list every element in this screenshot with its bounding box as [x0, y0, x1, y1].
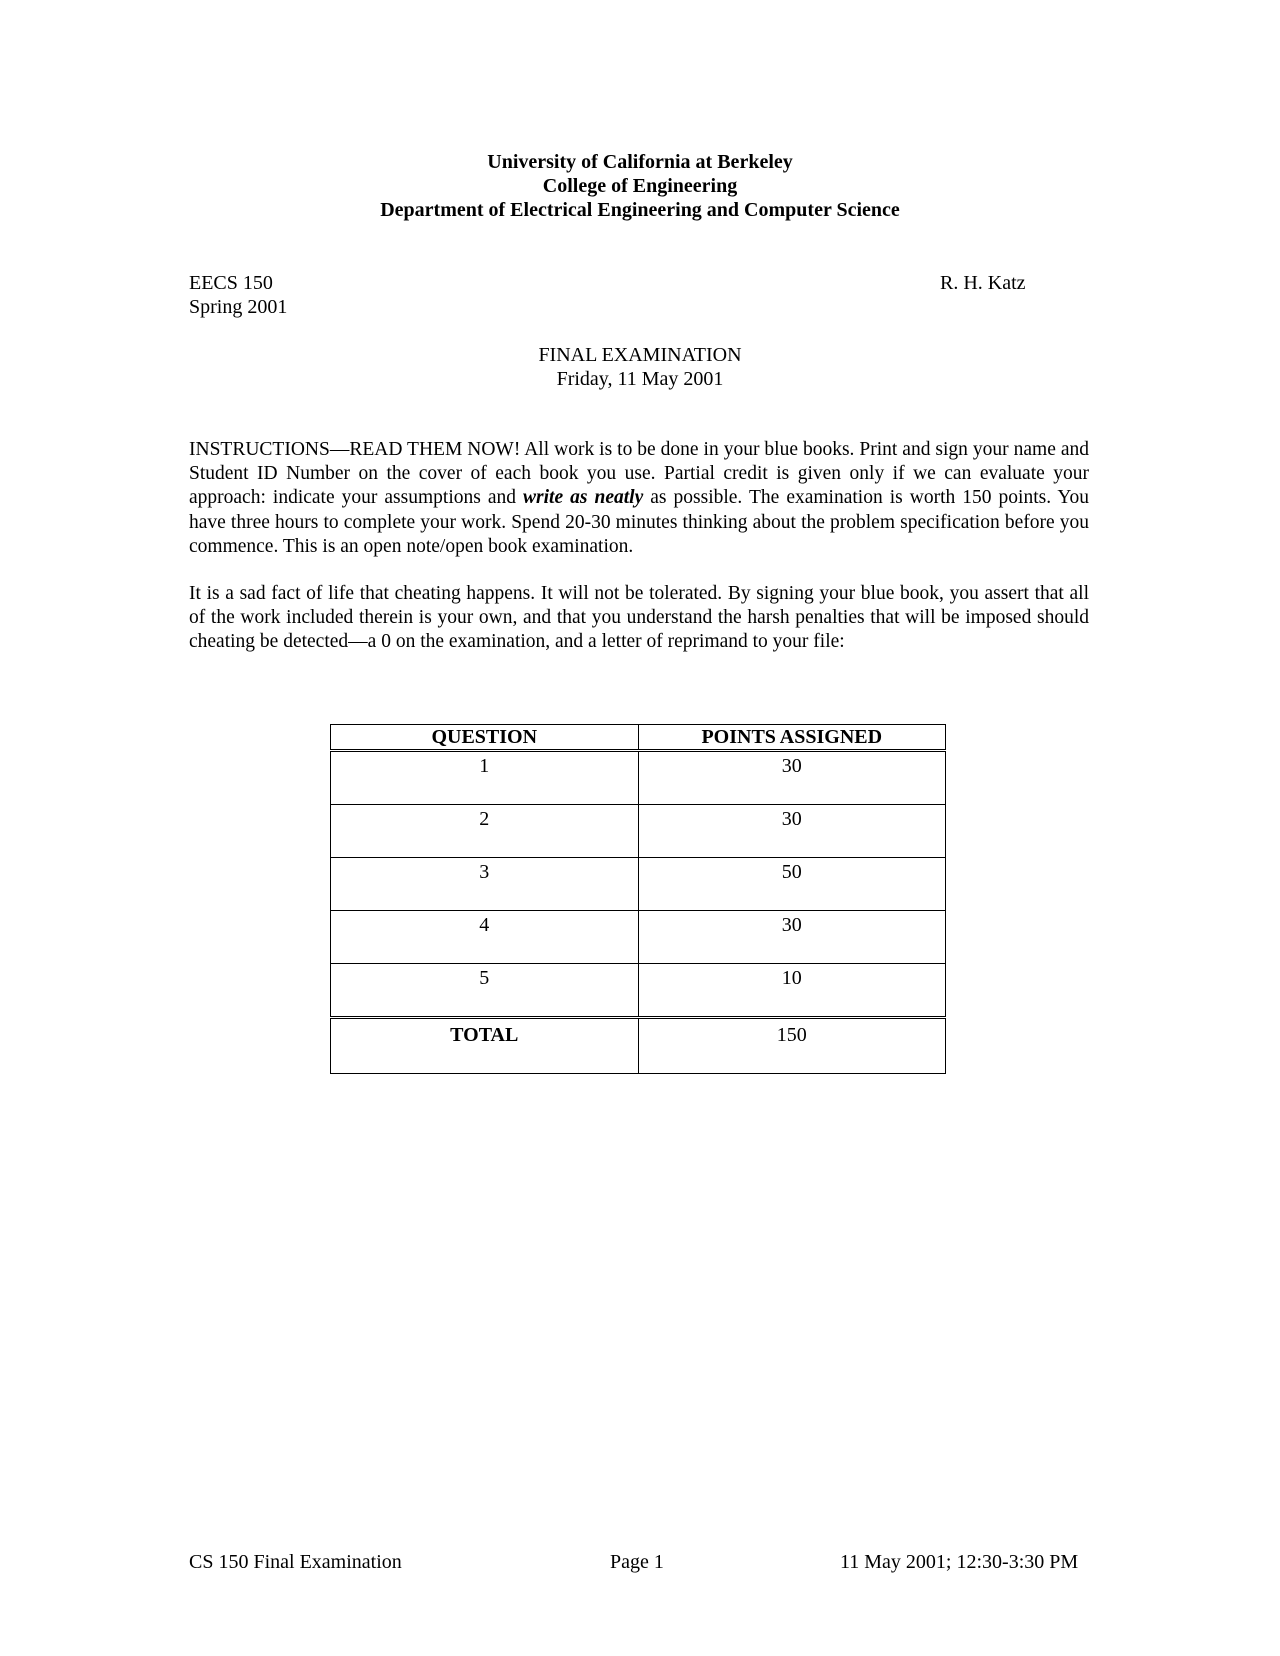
total-points: 150	[638, 1018, 946, 1074]
table-row	[331, 911, 946, 964]
course-code: EECS 150	[189, 272, 273, 294]
column-header-points: POINTS ASSIGNED	[638, 725, 946, 751]
footer-course-title: CS 150 Final Examination	[189, 1551, 402, 1573]
course-info	[189, 271, 287, 319]
honor-statement: It is a sad fact of life that cheating happens. It will not be tolerated. By signing your blue book, you assert that all of the work included therein is your own, and that you understand the harsh penalties that will be imposed should cheating be detected—a 0 on the examination, and a letter of reprimand to your file:	[189, 583, 1089, 653]
column-header-question: QUESTION	[331, 725, 639, 751]
question-number: 5	[331, 964, 639, 1018]
question-points: 30	[638, 911, 946, 964]
question-points: 50	[638, 858, 946, 911]
university-name: University of California at Berkeley	[487, 151, 793, 173]
instructor-name: R. H. Katz	[940, 272, 1026, 294]
table-row	[331, 964, 946, 1018]
footer-page-number: Page 1	[610, 1551, 664, 1573]
question-number: 4	[331, 911, 639, 964]
instructions-text-1: INSTRUCTIONS—READ THEM NOW! All work is to be done in your blue books. Print and sign your name and Student ID Number on the cover of each book you use. Partial credit is given only if we can evaluate your approach: indicate your assumptions and	[189, 439, 1089, 509]
question-number: 3	[331, 858, 639, 911]
exam-heading	[0, 343, 1280, 391]
department-name: Department of Electrical Engineering and Computer Science	[380, 199, 900, 221]
instructions-paragraph	[189, 438, 1089, 559]
table-header-row	[331, 725, 946, 751]
table-row	[331, 858, 946, 911]
footer-date-time: 11 May 2001; 12:30-3:30 PM	[840, 1551, 1079, 1573]
instructions-text-2: as possible. The examination is worth 150 points. You have three hours to complete your work. Spend 20-30 minutes thinking about the problem specification before you commence. This is an open note/open book examination.	[189, 487, 1090, 557]
table-row	[331, 751, 946, 805]
exam-date: Friday, 11 May 2001	[556, 368, 724, 390]
question-points: 30	[638, 751, 946, 805]
instructions-emphasis: write as neatly	[523, 487, 644, 509]
question-number: 1	[331, 751, 639, 805]
table-row	[331, 805, 946, 858]
points-table	[330, 724, 946, 1074]
institution-header	[0, 150, 1280, 222]
question-number: 2	[331, 805, 639, 858]
total-row	[331, 1018, 946, 1074]
course-term: Spring 2001	[189, 296, 288, 318]
question-points: 30	[638, 805, 946, 858]
exam-title: FINAL EXAMINATION	[538, 344, 742, 366]
total-label: TOTAL	[331, 1018, 639, 1074]
question-points: 10	[638, 964, 946, 1018]
college-name: College of Engineering	[542, 175, 738, 197]
